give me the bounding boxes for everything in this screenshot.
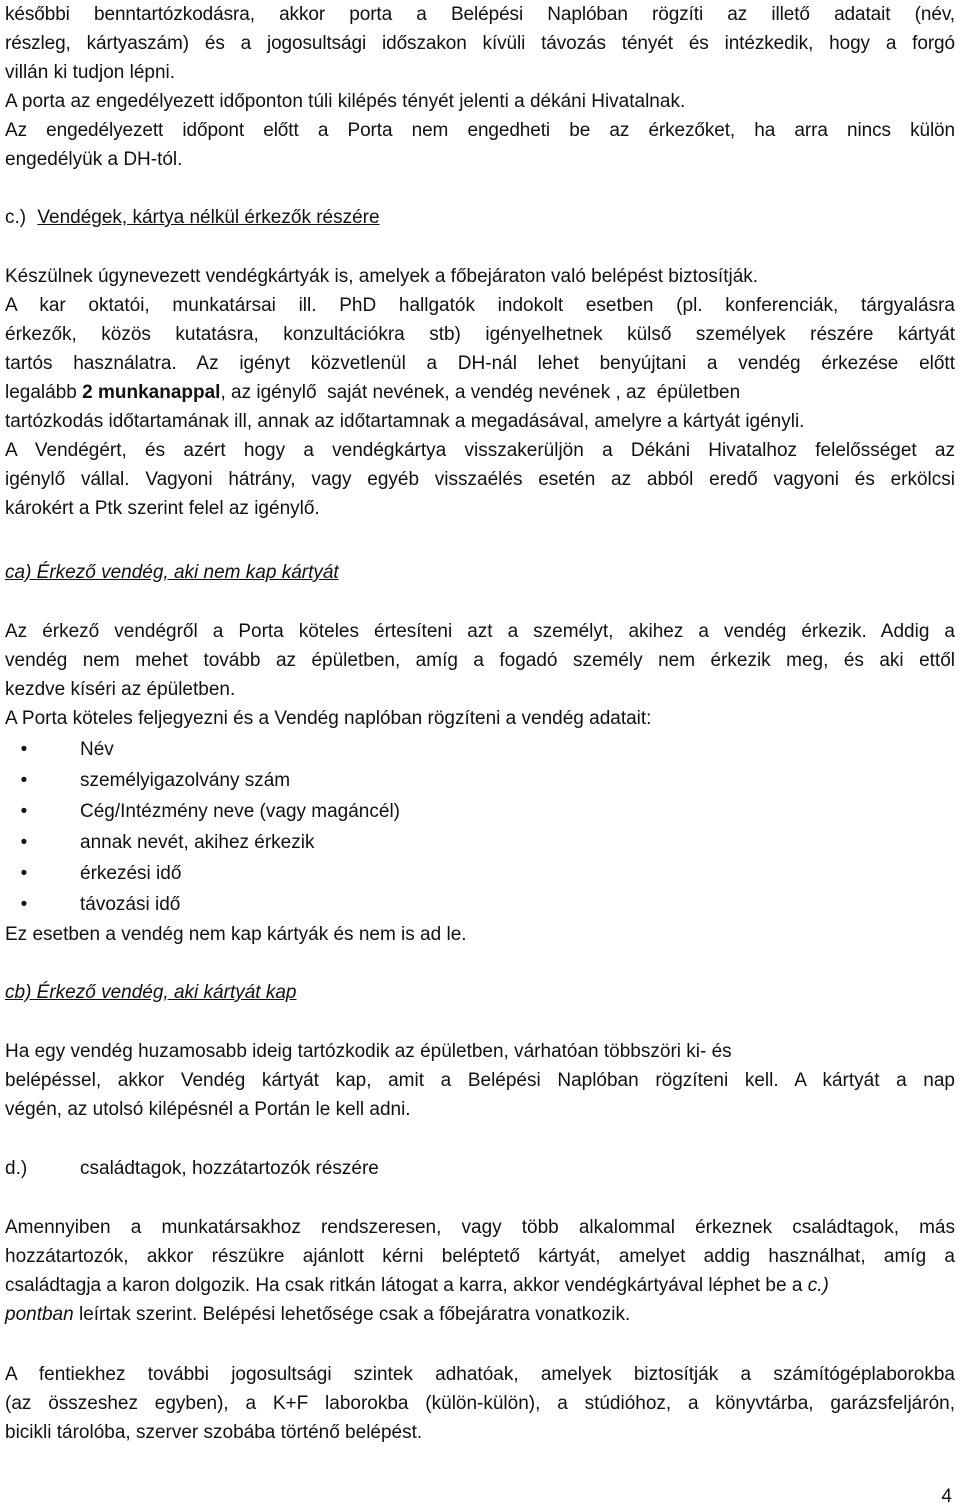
text-run: családtagja a karon dolgozik. Ha csak ritkán látogat a karra, akkor vendégkártyával léphet be a	[5, 1275, 808, 1296]
section-c-heading	[5, 203, 380, 232]
text-line: végén, az utolsó kilépésnél a Portán le kell adni.	[5, 1099, 411, 1120]
section-c-title: Vendégek, kártya nélkül érkezők részére	[37, 207, 380, 228]
section-c-label: c.)	[5, 207, 27, 228]
text-line: Ha egy vendég huzamosabb ideig tartózkodik az épületben, várhatóan többszöri ki- és	[5, 1041, 732, 1062]
subsection-cb-heading: cb) Érkező vendég, aki kártyát kap	[5, 982, 297, 1003]
text-line: vendég nem mehet tovább az épületben, amíg a fogadó személy nem érkezik meg, és aki ettől	[5, 650, 955, 671]
text-line: engedélyük a DH-tól.	[5, 149, 183, 170]
text-line: (az összeshez egyben), a K+F laborokba (külön-külön), a stúdióhoz, a könyvtárba, garázsfeljárón,	[5, 1393, 955, 1414]
bullet-icon: •	[20, 832, 28, 853]
italic-run: c.)	[807, 1275, 829, 1296]
list-item: Név	[80, 739, 114, 760]
text-line: károkért a Ptk szerint felel az igénylő.	[5, 498, 320, 519]
text-line: belépéssel, akkor Vendég kártyát kap, amit a Belépési Naplóban rögzíteni kell. A kártyát a nap	[5, 1070, 955, 1091]
text-line: kezdve kíséri az épületben.	[5, 679, 236, 700]
bold-run: 2 munkanappal	[82, 382, 221, 403]
text-line: tartós használatra. Az igényt közvetlenül a DH-nál lehet benyújtani a vendég érkezése előtt	[5, 353, 955, 374]
text-run: , az igénylő saját nevének, a vendég nevének , az épületben	[220, 382, 741, 403]
list-item: személyigazolvány szám	[80, 770, 291, 791]
text-line	[5, 1300, 955, 1329]
text-line: A fentiekhez további jogosultsági szintek adhatóak, amelyek biztosítják a számítógéplaborokba	[5, 1364, 955, 1385]
bullet-icon: •	[20, 863, 28, 884]
page-number: 4	[941, 1486, 952, 1507]
text-line	[5, 1271, 955, 1300]
section-d-title: családtagok, hozzátartozók részére	[80, 1158, 379, 1179]
text-line: későbbi benntartózkodásra, akkor porta a Belépési Naplóban rögzíti az illető adatait (név,	[5, 4, 955, 25]
bullet-icon: •	[20, 894, 28, 915]
text-line: A Vendégért, és azért hogy a vendégkártya visszakerüljön a Dékáni Hivatalhoz felelősséget az	[5, 440, 955, 461]
bullet-icon: •	[20, 739, 28, 760]
list-item: annak nevét, akihez érkezik	[80, 832, 315, 853]
text-line: Készülnek úgynevezett vendégkártyák is, amelyek a főbejáraton való belépést biztosítják.	[5, 266, 759, 287]
text-line: tartózkodás időtartamának ill, annak az időtartamnak a megadásával, amelyre a kártyát igényli.	[5, 411, 805, 432]
text-line: Az érkező vendégről a Porta köteles értesíteni azt a személyt, akihez a vendég érkezik. Addig a	[5, 621, 955, 642]
text-line: Ez esetben a vendég nem kap kártyák és nem is ad le.	[5, 924, 467, 945]
list-item: Cég/Intézmény neve (vagy magáncél)	[80, 801, 400, 822]
section-d-label: d.)	[5, 1158, 28, 1179]
text-line: érkezők, közös kutatásra, konzultációkra stb) igényelhetnek külső személyek részére kártyát	[5, 324, 955, 345]
text-line: hozzátartozók, akkor részükre ajánlott kérni beléptető kártyát, amelyet addig használhat, amíg a	[5, 1246, 955, 1267]
text-line: A porta az engedélyezett időponton túli kilépés tényét jelenti a dékáni Hivatalnak.	[5, 91, 686, 112]
list-item: érkezési idő	[80, 863, 182, 884]
text-line: részleg, kártyaszám) és a jogosultsági időszakon kívüli távozás tényét és intézkedik, hogy a forgó	[5, 33, 955, 54]
text-line: Az engedélyezett időpont előtt a Porta nem engedheti be az érkezőket, ha arra nincs külön	[5, 120, 955, 141]
text-line: bicikli tárolóba, szerver szobába történő belépést.	[5, 1422, 423, 1443]
text-line: villán ki tudjon lépni.	[5, 62, 176, 83]
text-line: A kar oktatói, munkatársai ill. PhD hallgatók indokolt esetben (pl. konferenciák, tárgyalásra	[5, 295, 955, 316]
italic-run: pontban	[5, 1304, 74, 1325]
subsection-ca-heading: ca) Érkező vendég, aki nem kap kártyát	[5, 562, 339, 583]
list-item: távozási idő	[80, 894, 181, 915]
bullet-icon: •	[20, 801, 28, 822]
bullet-icon: •	[20, 770, 28, 791]
text-line: igénylő vállal. Vagyoni hátrány, vagy egyéb visszaélés esetén az abból eredő vagyoni és erkölcsi	[5, 469, 955, 490]
text-line: A Porta köteles feljegyezni és a Vendég naplóban rögzíteni a vendég adatait:	[5, 708, 652, 729]
text-line-bold	[5, 378, 955, 407]
text-line: Amennyiben a munkatársakhoz rendszeresen, vagy több alkalommal érkeznek családtagok, más	[5, 1217, 955, 1238]
text-run: legalább	[5, 382, 83, 403]
text-run: leírtak szerint. Belépési lehetősége csak a főbejáratra vonatkozik.	[73, 1304, 631, 1325]
